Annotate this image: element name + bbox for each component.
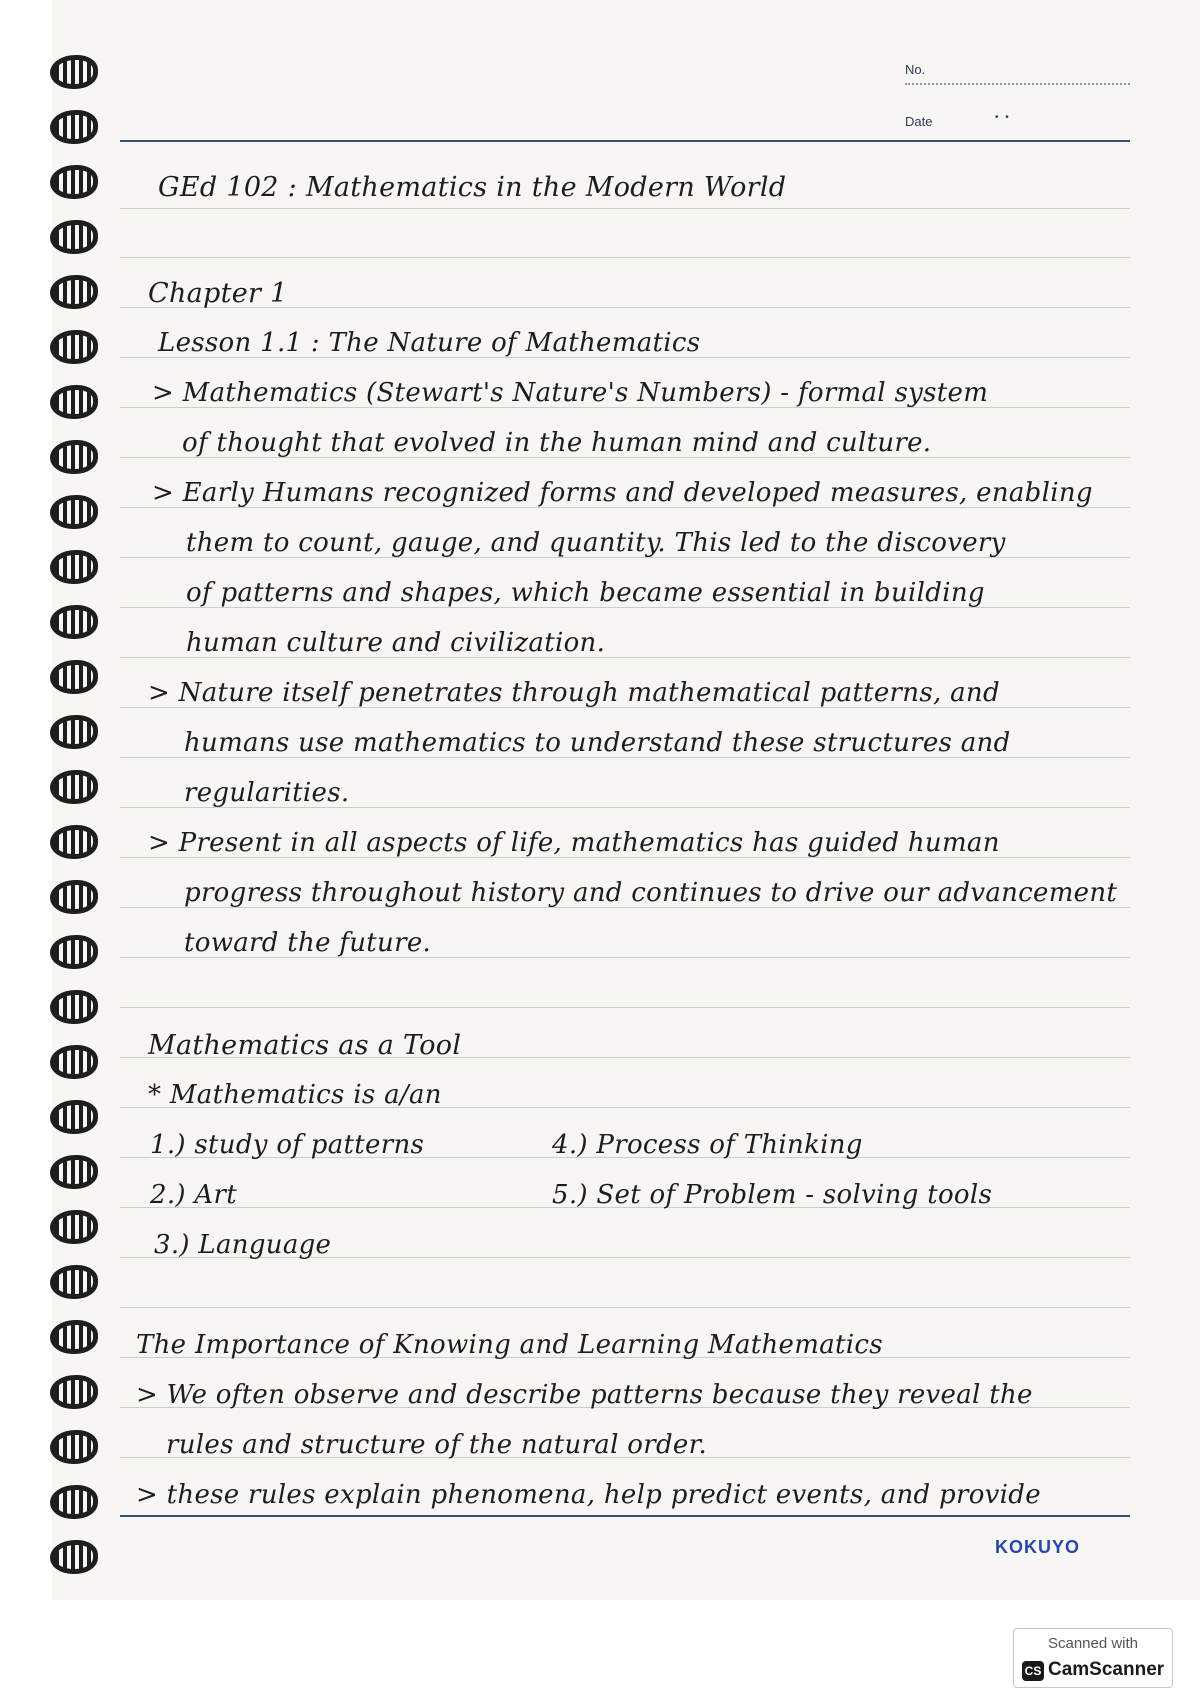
importance-line: rules and structure of the natural order.	[166, 1430, 708, 1460]
camscanner-logo-icon: CS	[1022, 1661, 1044, 1681]
binding-ring	[50, 330, 98, 364]
note-line: progress throughout history and continues to drive our advancement	[184, 878, 1118, 908]
note-line: > Mathematics (Stewart's Nature's Numbers) - formal system	[152, 378, 989, 408]
ruled-line	[120, 1007, 1130, 1008]
binding-ring	[50, 220, 98, 254]
note-line: regularities.	[184, 778, 350, 808]
date-dots: • •	[995, 112, 1011, 123]
binding-ring	[50, 1265, 98, 1299]
tool-item: 2.) Art	[150, 1180, 237, 1210]
binding-ring	[50, 550, 98, 584]
importance-line: > these rules explain phenomena, help predict events, and provide	[136, 1480, 1041, 1510]
importance-heading: The Importance of Knowing and Learning Mathematics	[136, 1330, 883, 1360]
binding-ring	[50, 495, 98, 529]
binding-ring	[50, 1045, 98, 1079]
binding-ring	[50, 110, 98, 144]
binding-ring	[50, 935, 98, 969]
binding-ring	[50, 770, 98, 804]
binding-ring	[50, 385, 98, 419]
watermark-top-text: Scanned with	[1047, 1635, 1139, 1652]
note-line: of patterns and shapes, which became essential in building	[186, 578, 985, 608]
binding-ring	[50, 165, 98, 199]
brand-logo: KOKUYO	[995, 1537, 1081, 1557]
no-label: No.	[905, 62, 926, 77]
camscanner-watermark	[1013, 1628, 1173, 1688]
tool-item: 4.) Process of Thinking	[552, 1130, 863, 1160]
binding-ring	[50, 1485, 98, 1519]
ruled-line	[120, 257, 1130, 258]
note-line: humans use mathematics to understand these structures and	[184, 728, 1011, 758]
footer-rule	[120, 1515, 1130, 1517]
binding-ring	[50, 1375, 98, 1409]
binding-ring	[50, 1320, 98, 1354]
note-line: of thought that evolved in the human mind and culture.	[182, 428, 932, 458]
note-line: > Present in all aspects of life, mathematics has guided human	[148, 828, 1000, 858]
tool-item: 5.) Set of Problem - solving tools	[552, 1180, 993, 1210]
tool-intro: * Mathematics is a/an	[148, 1080, 442, 1110]
chapter-heading: Chapter 1	[148, 278, 288, 309]
binding-ring	[50, 825, 98, 859]
binding-ring	[50, 55, 98, 89]
binding-ring	[50, 660, 98, 694]
binding-ring	[50, 880, 98, 914]
binding-ring	[50, 275, 98, 309]
binding-ring	[50, 1540, 98, 1574]
note-line: them to count, gauge, and quantity. This led to the discovery	[186, 528, 1006, 558]
tool-heading: Mathematics as a Tool	[148, 1030, 462, 1061]
binding-ring	[50, 990, 98, 1024]
header-rule	[120, 140, 1130, 142]
note-line: > Early Humans recognized forms and developed measures, enabling	[152, 478, 1093, 508]
tool-item: 3.) Language	[154, 1230, 332, 1260]
binding-ring	[50, 605, 98, 639]
tool-item: 1.) study of patterns	[150, 1130, 425, 1160]
no-field-line	[905, 83, 1130, 85]
ruled-line	[120, 1307, 1130, 1308]
spiral-binding	[50, 55, 110, 1575]
watermark-name: CamScanner	[1048, 1659, 1165, 1680]
page-title: GEd 102 : Mathematics in the Modern World	[158, 172, 787, 203]
binding-ring	[50, 1210, 98, 1244]
note-line: > Nature itself penetrates through mathematical patterns, and	[148, 678, 1000, 708]
ruled-line	[120, 208, 1130, 209]
binding-ring	[50, 440, 98, 474]
binding-ring	[50, 1430, 98, 1464]
date-label: Date	[905, 114, 933, 129]
binding-ring	[50, 715, 98, 749]
importance-line: > We often observe and describe patterns because they reveal the	[136, 1380, 1033, 1410]
binding-ring	[50, 1155, 98, 1189]
note-line: human culture and civilization.	[186, 628, 606, 658]
binding-ring	[50, 1100, 98, 1134]
note-line: toward the future.	[184, 928, 432, 958]
lesson-heading: Lesson 1.1 : The Nature of Mathematics	[158, 328, 701, 358]
